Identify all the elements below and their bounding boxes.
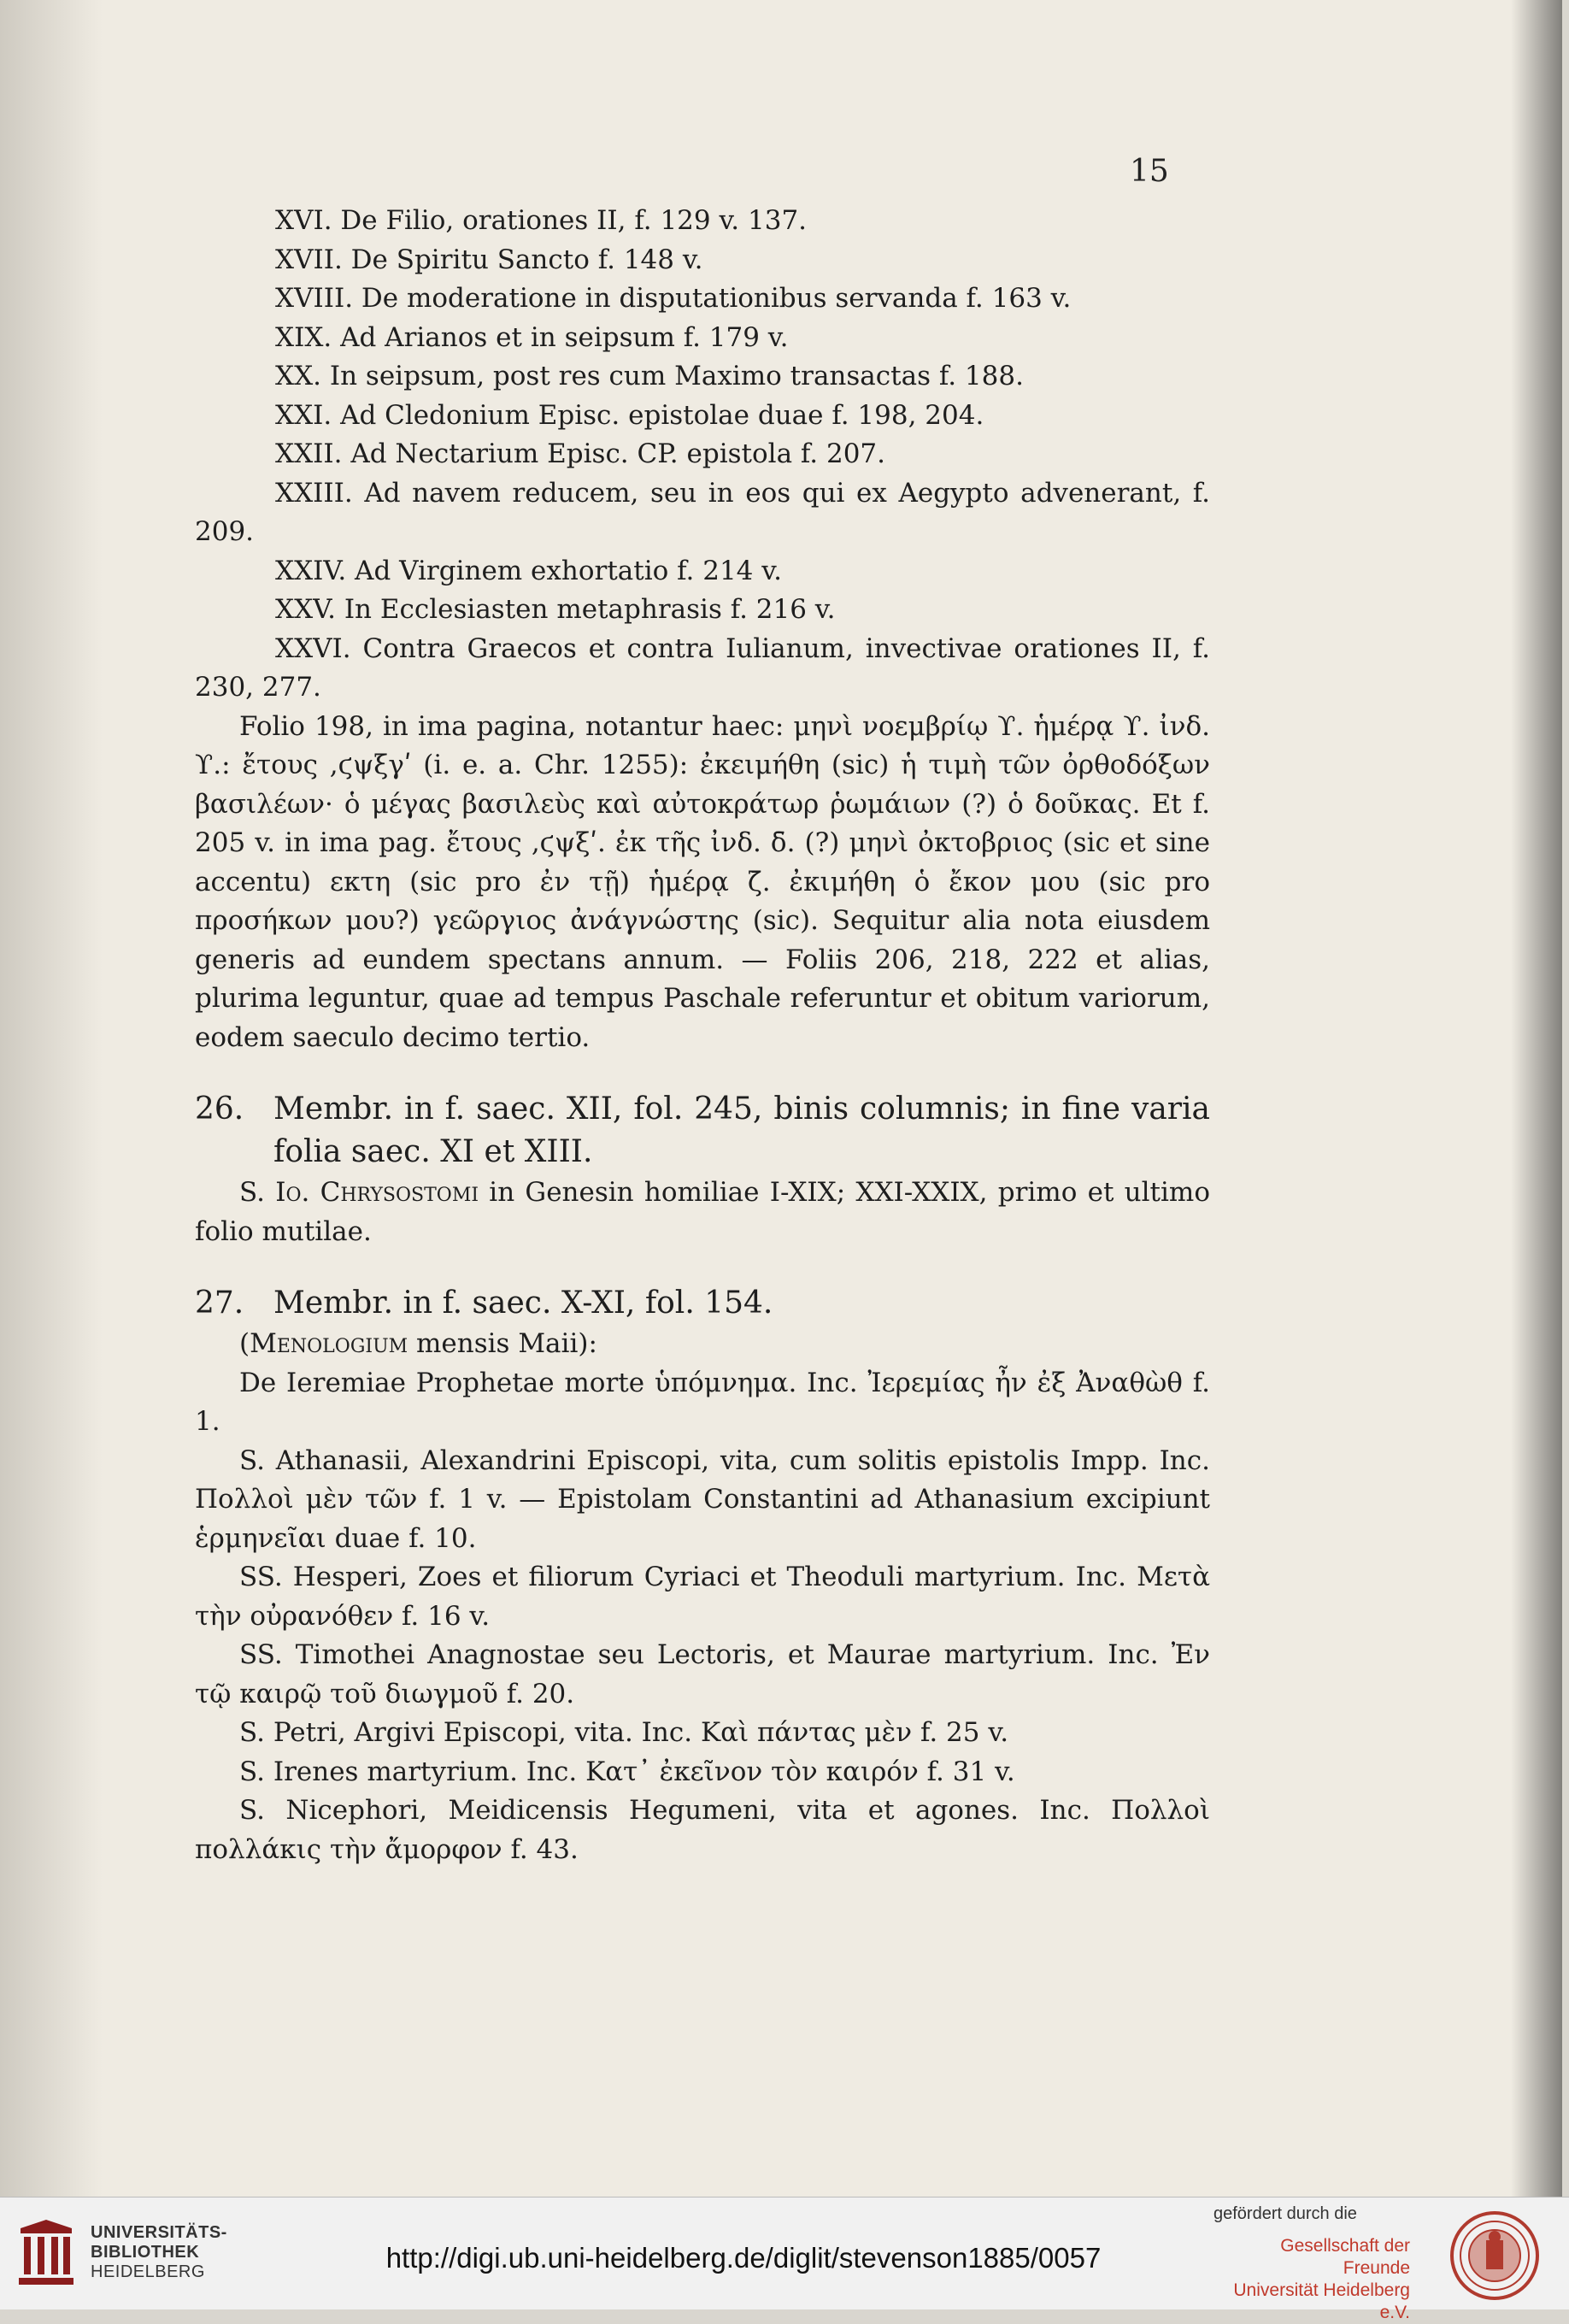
menologium-title: [195, 1325, 1210, 1364]
section-heading-text: Membr. in f. saec. XII, fol. 245, binis columnis; in fine varia folia saec. XI et XIII.: [273, 1091, 1210, 1169]
section-body: [195, 1174, 1210, 1251]
society-name-line: Gesellschaft der Freunde: [1280, 2236, 1410, 2278]
library-name-line: BIBLIOTHEK: [91, 2243, 200, 2262]
university-seal-icon[interactable]: [1444, 2209, 1545, 2302]
section-body-text: in Genesin homiliae I-XIX; XXI-XXIX, primo et ultimo folio mutilae.: [195, 1177, 1210, 1247]
folio-note: Folio 198, in ima pagina, notantur haec: μηνὶ νοεμβρίῳ ϒ. ἡμέρᾳ ϒ. ἰνδ. ϒ.: ἔτους ,ϛψξγʹ (i. e. a. Chr. 1255): ἐκειμήθη (sic) ἡ τιμὴ τῶν ὀρθοδόξων βασιλέων· ὁ μέγας βασιλεὺς καὶ αὐτοκράτωρ ῥωμάιων (?) ὁ δοῦκας. Et f. 205 v. in ima pag. ἔτους ,ϛψξʹ. ἐκ τῆς ἰνδ. δ̄. (?) μηνὶ ὀκτοβριος (sic et sine accentu) εκτη (sic pro ἐν τῇ) ἡμέρᾳ ζ̄. ἐκιμήθη ὁ ἔκον μου (sic pro προσήκων μου?) γεῶργιος ἀνάγνώστης (sic). Sequitur alia nota eiusdem generis ad eundem spectans annum. — Foliis 206, 218, 222 et alias, plurima leguntur, quae ad tempus Paschale referuntur et obitum variorum, eodem saeculo decimo tertio.: [195, 710, 1210, 1053]
menologium-rest: mensis Maii):: [408, 1328, 597, 1359]
toc-line: XXIV. Ad Virginem exhortatio f. 214 v.: [275, 555, 782, 586]
entry: De Ieremiae Prophetae morte ὑπόμνημα. Inc. Ἰερεμίας ἦν ἐξ Ἀναθὼθ f. 1.: [195, 1367, 1210, 1437]
toc-line: XXI. Ad Cledonium Episc. epistolae duae f. 198, 204.: [275, 399, 984, 431]
library-name: [91, 2223, 227, 2282]
section-number: 26.: [195, 1091, 244, 1127]
section-heading: [195, 1282, 1210, 1325]
toc-line: XXIII. Ad navem reducem, seu in eos qui ex Aegypto advenerant, f. 209.: [195, 477, 1210, 547]
funded-by-label: gefördert durch die: [1213, 2204, 1357, 2223]
library-logo-icon[interactable]: [14, 2218, 79, 2290]
page-content: [195, 202, 1210, 1869]
toc-line: XIX. Ad Arianos et in seipsum f. 179 v.: [275, 321, 789, 353]
section-27: [195, 1282, 1210, 1869]
author-name: S. Io. Chrysostomi: [239, 1177, 479, 1208]
toc-line: XXII. Ad Nectarium Episc. CP. epistola f. 207.: [275, 438, 885, 469]
entry: S. Nicephori, Meidicensis Hegumeni, vita et agones. Inc. Πολλοὶ πολλάκις τὴν ἄμορφον f. 43.: [195, 1795, 1210, 1865]
library-name-line: HEIDELBERG: [91, 2262, 205, 2281]
toc-line: XVIII. De moderatione in disputationibus servanda f. 163 v.: [275, 283, 1072, 314]
toc-line: XVII. De Spiritu Sancto f. 148 v.: [275, 244, 703, 275]
toc-line: XXV. In Ecclesiasten metaphrasis f. 216 v.: [275, 594, 836, 625]
menologium-label: (Menologium: [239, 1328, 408, 1359]
society-name[interactable]: [1222, 2235, 1410, 2324]
permalink-url[interactable]: http://digi.ub.uni-heidelberg.de/diglit/stevenson1885/0057: [385, 2242, 1102, 2274]
entry: S. Irenes martyrium. Inc. Κατ᾽ ἐκεῖνον τὸν καιρόν f. 31 v.: [239, 1756, 1015, 1787]
section-heading: [195, 1088, 1210, 1174]
section-26: [195, 1088, 1210, 1251]
section-heading-text: Membr. in f. saec. X-XI, fol. 154.: [273, 1286, 773, 1321]
society-name-line: Universität Heidelberg e.V.: [1233, 2280, 1410, 2322]
entry: SS. Hesperi, Zoes et filiorum Cyriaci et Theoduli martyrium. Inc. Μετὰ τὴν οὐρανόθεν f. 16 v.: [195, 1562, 1210, 1632]
toc-line: XXVI. Contra Graecos et contra Iulianum, invectivae orationes II, f. 230, 277.: [195, 632, 1210, 703]
toc-line: XVI. De Filio, orationes II, f. 129 v. 137.: [275, 205, 808, 236]
viewer-footer: [0, 2197, 1569, 2322]
library-name-line: UNIVERSITÄTS-: [91, 2223, 227, 2242]
toc-line: XX. In seipsum, post res cum Maximo transactas f. 188.: [275, 361, 1024, 391]
section-number: 27.: [195, 1286, 244, 1321]
entry: S. Petri, Argivi Episcopi, vita. Inc. Καὶ πάντας μὲν f. 25 v.: [239, 1717, 1009, 1748]
entry: SS. Timothei Anagnostae seu Lectoris, et Maurae martyrium. Inc. Ἐν τῷ καιρῷ τοῦ διωγμοῦ f. 20.: [195, 1639, 1210, 1709]
page-number: 15: [1130, 154, 1169, 189]
entry: S. Athanasii, Alexandrini Episcopi, vita, cum solitis epistolis Impp. Inc. Πολλοὶ μὲν τῶν f. 1 v. — Epistolam Constantini ad Athanasium excipiunt ἑρμηνεῖαι duae f. 10.: [195, 1444, 1210, 1554]
